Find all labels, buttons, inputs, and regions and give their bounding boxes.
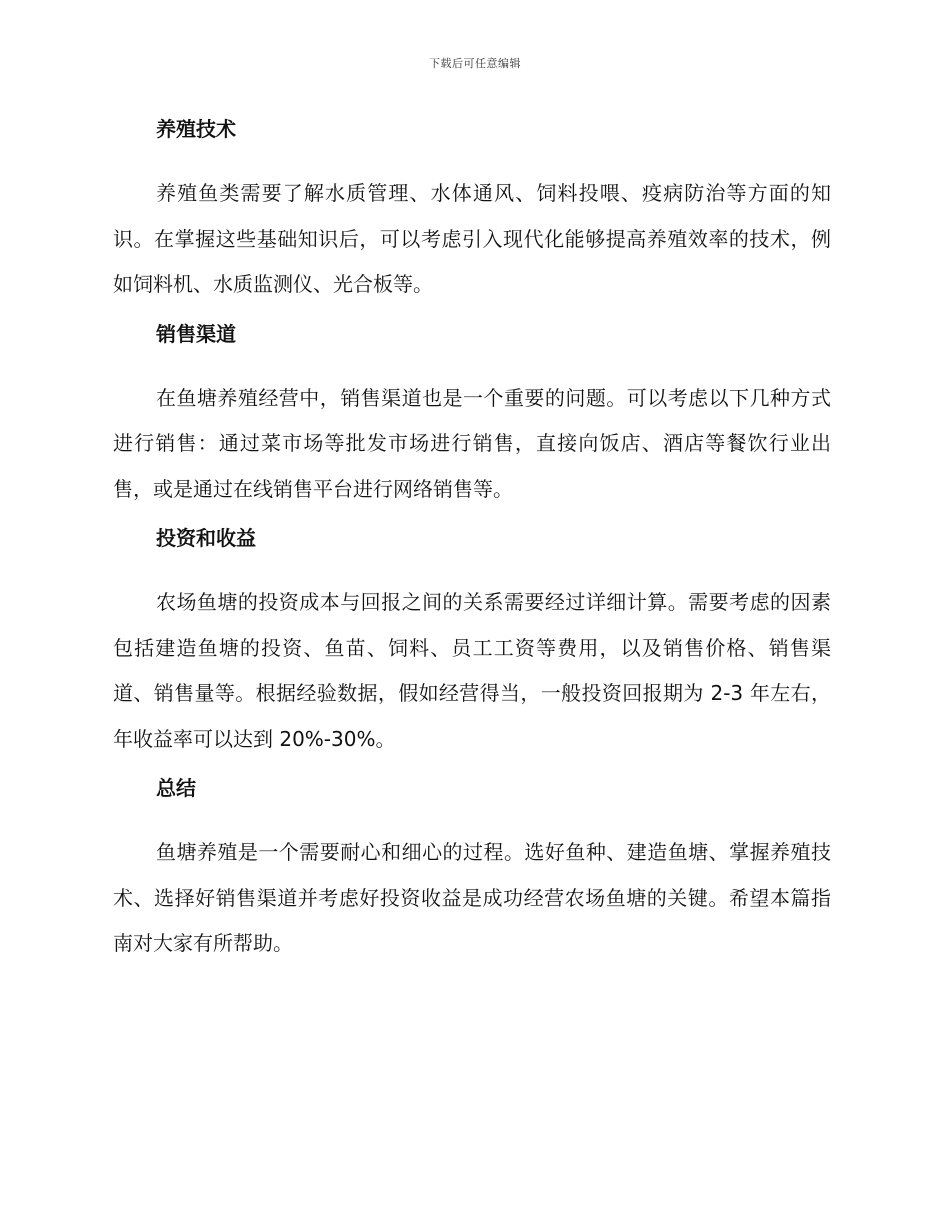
section-title-breeding-tech: 养殖技术: [156, 117, 236, 141]
section-title-summary: 总结: [156, 776, 196, 800]
document-body: [113, 113, 831, 967]
section-body-summary: 鱼塘养殖是一个需要耐心和细心的过程。选好鱼种、建造鱼塘、掌握养殖技术、选择好销售渠道并考虑好投资收益是成功经营农场鱼塘的关键。希望本篇指南对大家有所帮助。: [113, 840, 831, 955]
section-body-investment-returns: 农场鱼塘的投资成本与回报之间的关系需要经过详细计算。需要考虑的因素包括建造鱼塘的投资、鱼苗、饲料、员工工资等费用，以及销售价格、销售渠道、销售量等。根据经验数据，假如经营得当，一般投资回报期为 2-3 年左右，年收益率可以达到 20%-30%。: [113, 590, 831, 751]
header-note: 下载后可任意编辑: [429, 57, 521, 70]
section-body-breeding-tech: 养殖鱼类需要了解水质管理、水体通风、饲料投喂、疫病防治等方面的知识。在掌握这些基础知识后，可以考虑引入现代化能够提高养殖效率的技术，例如饲料机、水质监测仪、光合板等。: [113, 181, 831, 296]
section-title-investment-returns: 投资和收益: [156, 526, 256, 550]
section-title-sales-channels: 销售渠道: [156, 321, 236, 346]
section-body-sales-channels: 在鱼塘养殖经营中，销售渠道也是一个重要的问题。可以考虑以下几种方式进行销售：通过菜市场等批发市场进行销售，直接向饭店、酒店等餐饮行业出售，或是通过在线销售平台进行网络销售等。: [113, 385, 831, 501]
